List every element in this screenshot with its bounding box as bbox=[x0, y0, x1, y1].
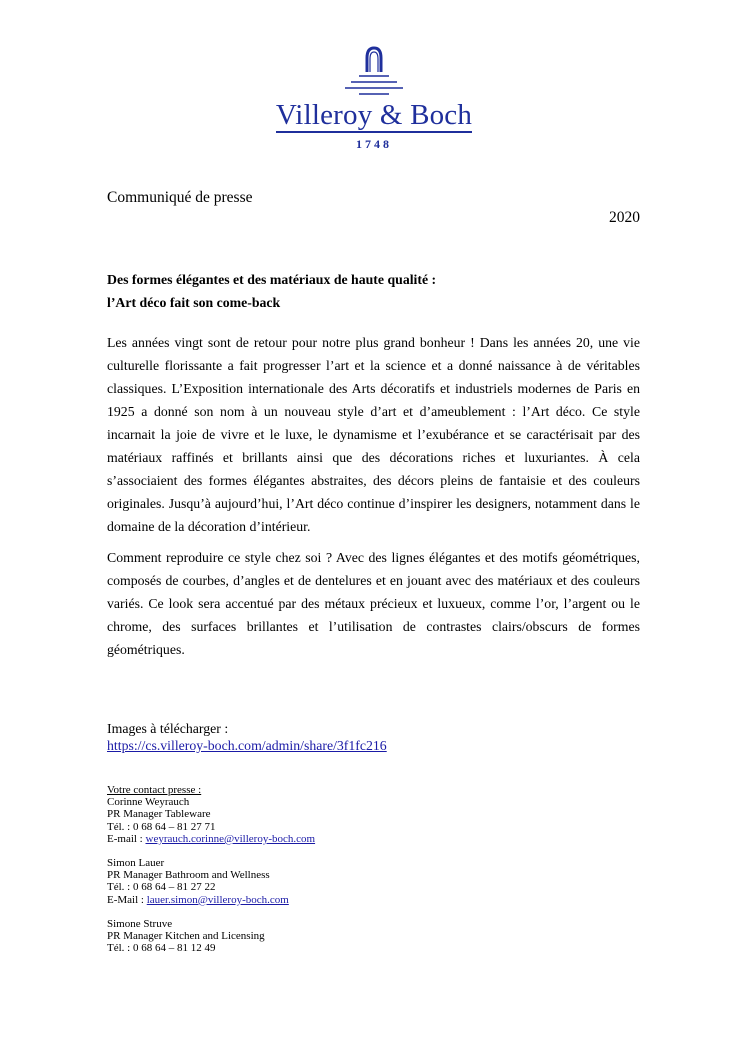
contact-name: Simon Lauer bbox=[107, 857, 165, 870]
body-paragraph: Comment reproduire ce style chez soi ? Avec des lignes élégantes et des motifs géométriques, composés de courbes, d’angles et de dentelures et en jouant avec des matériaux et des couleurs variés. Ce look sera accentué par des métaux précieux et luxueux, comme l’or, l’argent ou le chrome, des surfaces brillantes et l’utilisation de contrastes clairs/obscurs de formes géométriques. bbox=[107, 550, 640, 657]
brand-logo bbox=[264, 42, 484, 152]
contact-role: PR Manager Bathroom and Wellness bbox=[107, 869, 270, 882]
contact-role: PR Manager Kitchen and Licensing bbox=[107, 930, 265, 943]
contact-email-row bbox=[107, 833, 315, 845]
contact-email-label: E-Mail : bbox=[107, 893, 147, 906]
contact-email-row bbox=[107, 894, 315, 906]
body-paragraph: Les années vingt sont de retour pour notre plus grand bonheur ! Dans les années 20, une vie culturelle florissante a fait progresser l’art et la science et a donné naissance à de véritables classiques. L’Exposition internationale des Arts décoratifs et industriels modernes de Paris en 1925 a donné son nom à un nouveau style d’art et d’ameublement : l’Art déco. Ce style incarnait la joie de vivre et le luxe, le dynamisme et l’exubérance et se caractérisait par des matériaux raffinés et brillants ainsi que des décorations riches et luxuriantes. À cela s’associaient des formes élégantes abstraites, des décors pleins de fantaisie et des couleurs originales. Jusqu’à aujourd’hui, l’Art déco continue d’inspirer les designers, notamment dans le domaine de la décoration d’intérieur. bbox=[107, 335, 640, 534]
contact-block bbox=[107, 857, 315, 906]
contact-email-link[interactable]: lauer.simon@villeroy-boch.com bbox=[146, 893, 289, 906]
fountain-emblem-icon bbox=[337, 42, 411, 96]
contact-email-label: E-mail : bbox=[107, 832, 146, 845]
press-contacts bbox=[107, 784, 315, 966]
contact-email-link[interactable]: weyrauch.corinne@villeroy-boch.com bbox=[145, 832, 316, 845]
document-year: 2020 bbox=[609, 209, 640, 226]
contact-block bbox=[107, 918, 315, 955]
images-label: Images à télécharger : bbox=[107, 721, 229, 736]
images-download bbox=[107, 720, 387, 754]
contact-name: Corinne Weyrauch bbox=[107, 796, 190, 809]
brand-year: 1748 bbox=[356, 137, 392, 151]
headline-line-2: l’Art déco fait son come-back bbox=[107, 295, 281, 310]
images-link[interactable]: https://cs.villeroy-boch.com/admin/share/3f1fc216 bbox=[107, 738, 387, 753]
contact-phone: Tél. : 0 68 64 – 81 12 49 bbox=[107, 942, 216, 955]
headline bbox=[107, 268, 641, 314]
headline-line-1: Des formes élégantes et des matériaux de haute qualité : bbox=[107, 272, 437, 287]
press-body bbox=[107, 331, 640, 669]
contact-phone: Tél. : 0 68 64 – 81 27 71 bbox=[107, 820, 216, 833]
contact-role: PR Manager Tableware bbox=[107, 808, 211, 821]
contact-name: Simone Struve bbox=[107, 917, 173, 930]
brand-name: Villeroy & Boch bbox=[275, 99, 473, 131]
contact-phone: Tél. : 0 68 64 – 81 27 22 bbox=[107, 881, 216, 894]
contact-block bbox=[107, 784, 315, 845]
document-type: Communiqué de presse bbox=[107, 189, 253, 206]
contacts-heading: Votre contact presse : bbox=[107, 784, 202, 796]
